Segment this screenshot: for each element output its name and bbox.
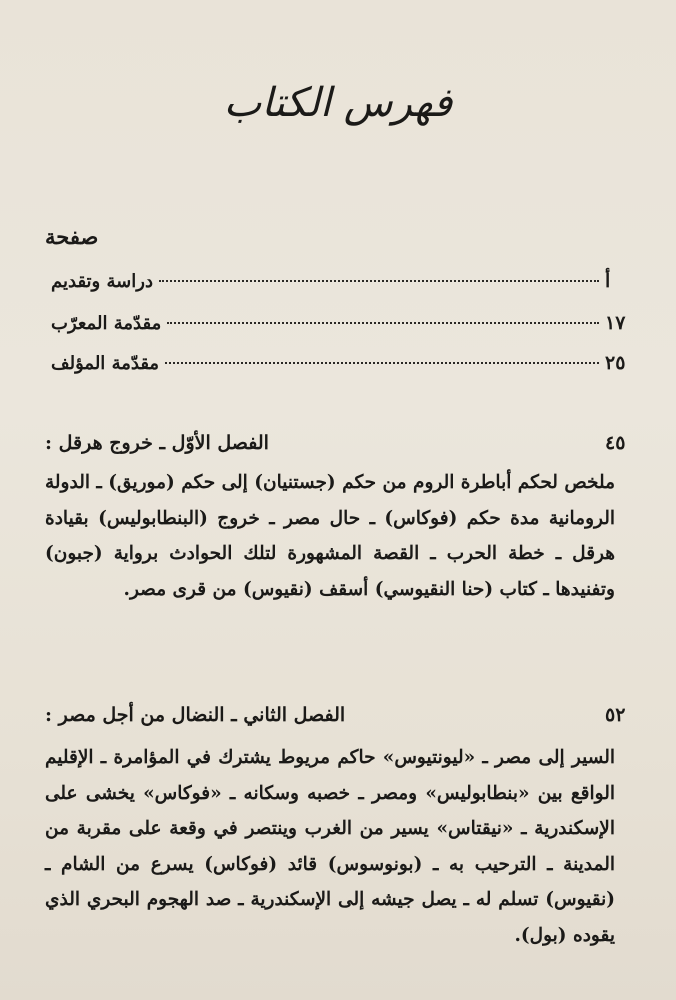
page-title: فهرس الكتاب [223, 80, 453, 126]
toc-entry-title: مقدّمة المؤلف [51, 353, 160, 374]
chapter-heading-row[interactable] [45, 432, 645, 454]
toc-entry-title: دراسة وتقديم [51, 271, 153, 292]
chapter-summary: ملخص لحكم أباطرة الروم من حكم (جستنيان) إلى حكم (موريق) ـ الدولة الرومانية مدة حكم (فوكاس) ـ حال مصر ـ خروج (البنطابوليس) بقيادة هرقل ـ خطة الحرب ـ القصة المشهورة لتلك الحوادث برواية (جبون) وتفنيدها ـ كتاب (حنا النقيوسي) أسقف (نقيوس) من قرى مصر. [45, 472, 615, 600]
chapter-summary: السير إلى مصر ـ «ليونتيوس» حاكم مريوط يشترك في المؤامرة ـ الإقليم الواقع بين «بنطابوليس» ومصر ـ خصبه وسكانه ـ «فوكاس» يخشى على الإسكندرية ـ «نيقتاس» يسير من الغرب وينتصر في وقعة على مقربة من المدينة ـ الترحيب به ـ (بونوسوس) قائد (فوكاس) يسرع من الشام ـ (نقيوس) تسلم له ـ يصل جيشه إلى الإسكندرية ـ صد الهجوم البحري الذي يقوده (بول). [45, 747, 615, 946]
toc-entry-page: ١٧ [605, 312, 626, 334]
toc-row[interactable] [45, 312, 645, 342]
chapter-page: ٥٢ [605, 704, 626, 726]
toc-entry-title: مقدّمة المعرّب [51, 313, 162, 334]
dot-leader [167, 322, 599, 324]
toc-row[interactable] [45, 352, 645, 382]
chapter-heading: الفصل الأوّل ـ خروج هرقل : [45, 432, 269, 454]
page-column-label: صفحة [45, 224, 99, 249]
dot-leader [159, 280, 599, 282]
chapter-heading: الفصل الثاني ـ النضال من أجل مصر : [45, 704, 346, 726]
chapter-heading-row[interactable] [45, 704, 645, 726]
toc-entry-page: ٢٥ [605, 352, 626, 374]
chapter-page: ٤٥ [605, 432, 626, 454]
toc-entry-page: أ [605, 270, 611, 292]
toc-row[interactable] [45, 270, 645, 300]
dot-leader [165, 362, 599, 364]
